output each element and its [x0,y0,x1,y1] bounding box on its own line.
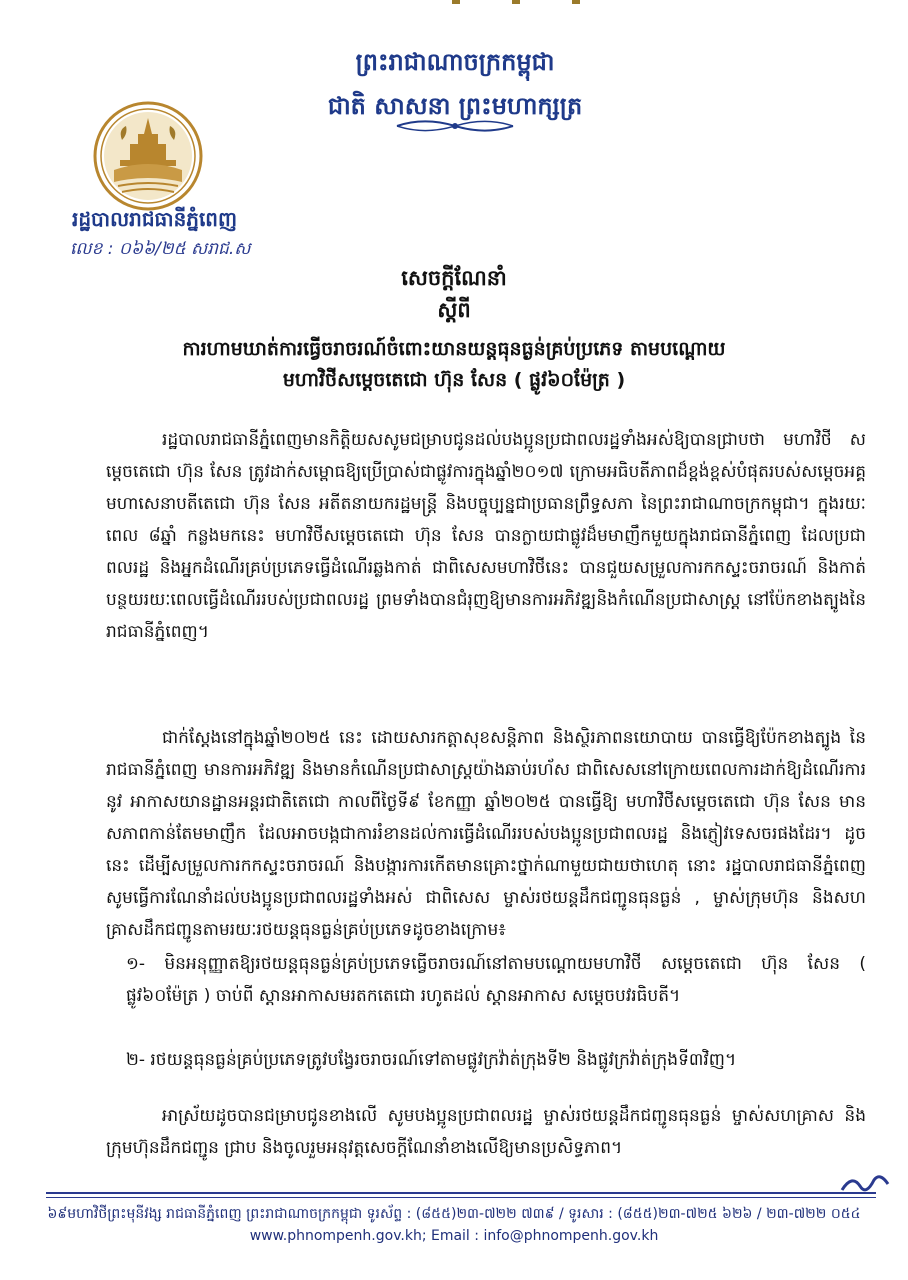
paragraph-closing: អាស្រ័យដូចបានជម្រាបជូនខាងលើ សូមបងប្អូនប្រជាពលរដ្ឋ ម្ចាស់រថយន្តដឹកជញ្ជូនធុនធ្ងន់ ម្ចាស់សហគ្រាស និងក្រុមហ៊ុនដឹកជញ្ជូន ជ្រាប និងចូលរួមអនុវត្តសេចក្តីណែនាំខាងលើឱ្យមានប្រសិទ្ធភាព។ [106,1106,866,1158]
footer-website-email: www.phnompenh.gov.kh; Email : info@phnompenh.gov.kh [249,1228,659,1244]
footer-divider [46,1192,876,1194]
issuing-authority: រដ្ឋបាលរាជធានីភ្នំពេញ [72,207,238,231]
doc-subject-label: ស្តីពី [437,298,471,322]
doc-type-title: សេចក្តីណែនាំ [401,266,507,290]
doc-subject-line-1: ការហាមឃាត់ការធ្វើចរាចរណ៍ចំពោះយានយន្តធុនធ្ងន់គ្រប់ប្រភេទ តាមបណ្តោយ [182,338,726,360]
kingdom-heading [270,40,640,128]
top-edge-marks [452,0,622,10]
reference-number: លេខ : ០៦៦/២៥ សរាជ.ស [70,239,251,259]
footer-divider-thin [46,1197,876,1198]
directive-item-1: ១- មិនអនុញ្ញាតឱ្យរថយន្តធុនធ្ងន់គ្រប់ប្រភេទធ្វើចរាចរណ៍នៅតាមបណ្តោយមហាវិថី សម្តេចតេជោ ហ៊ុន សែន ( ផ្លូវ៦០ម៉ែត្រ ) ចាប់ពី ស្តានអាកាសមរតកតេជោ រហូតដល់ ស្តានអាកាស សម្តេចបវរធិបតី។ [126,954,866,1006]
phnom-penh-seal-icon [92,100,204,212]
paragraph-2: ជាក់ស្តែងនៅក្នុងឆ្នាំ២០២៥ នេះ ដោយសារកត្តាសុខសន្តិភាព និងស្ថិរភាពនយោបាយ បានធ្វើឱ្យប៉ែកខាងត្បូង នៃរាជធានីភ្នំពេញ មានការអភិវឌ្ឍ និងមានកំណើនប្រជាសាស្ត្រយ៉ាងឆាប់រហ័ស ជាពិសេសនៅក្រោយពេលការដាក់ឱ្យដំណើរការនូវ អាកាសយានដ្ឋានអន្តរជាតិតេជោ កាលពីថ្ងៃទី៩ ខែកញ្ញា ឆ្នាំ២០២៥ បានធ្វើឱ្យ មហាវិថីសម្តេចតេជោ ហ៊ុន សែន មានសភាពកាន់តែមមាញឹក ដែលអាចបង្កជាការរំខានដល់ការធ្វើដំណើររបស់បងប្អូនប្រជាពលរដ្ឋ និងភ្ញៀវទេសចរផងដែរ។ ដូចនេះ ដើម្បីសម្រួលការកកស្ទះចរាចរណ៍ និងបង្ការការកើតមានគ្រោះថ្នាក់ណាមួយជាយថាហេតុ នោះ រដ្ឋបាលរាជធានីភ្នំពេញ សូមធ្វើការណែនាំដល់បងប្អូនប្រជាពលរដ្ឋទាំងអស់ ជាពិសេស ម្ចាស់រថយន្តដឹកជញ្ជូនធុនធ្ងន់ , ម្ចាស់ក្រុមហ៊ុន និងសហគ្រាសដឹកជញ្ជូនតាមរយៈរថយន្តធុនធ្ងន់គ្រប់ប្រភេទដូចខាងក្រោម៖ [106,728,866,940]
kingdom-line-2: ជាតិ សាសនា ព្រះមហាក្សត្រ [327,92,583,120]
ornament-divider-icon [395,118,515,134]
directive-item-2: ២- រថយន្តធុនធ្ងន់គ្រប់ប្រភេទត្រូវបង្វែរចរាចរណ៍ទៅតាមផ្លូវក្រវ៉ាត់ក្រុងទី២ និងផ្លូវក្រវ៉ាត់ក្រុងទី៣វិញ។ [126,1050,737,1070]
doc-subject-line-2: មហាវិថីសម្តេចតេជោ ហ៊ុន សែន ( ផ្លូវ៦០ម៉ែត្រ ) [282,369,626,391]
footer-address: ៦៩មហាវិថីព្រះមុនីវង្ស រាជធានីភ្នំពេញ ព្រះរាជាណាចក្រកម្ពុជា ទូរស័ព្ទ : (៨៥៥)២៣-៧២២ ៧៣៩ / ទូរសារ : (៨៥៥)២៣-៧២៥ ៦២៦ / ២៣-៧២២ ០៥៤ [47,1206,861,1222]
paragraph-1: រដ្ឋបាលរាជធានីភ្នំពេញមានកិត្តិយសសូមជម្រាបជូនដល់បងប្អូនប្រជាពលរដ្ឋទាំងអស់ឱ្យបានជ្រាបថា មហាវិថី សម្តេចតេជោ ហ៊ុន សែន ត្រូវដាក់សម្ពោធឱ្យប្រើប្រាស់ជាផ្លូវការក្នុងឆ្នាំ២០១៧ ក្រោមអធិបតីភាពដ៏ខ្ពង់ខ្ពស់បំផុតរបស់សម្តេចអគ្គមហាសេនាបតីតេជោ ហ៊ុន សែន អតីតនាយករដ្ឋមន្ត្រី និងបច្ចុប្បន្នជាប្រធានព្រឹទ្ធសភា នៃព្រះរាជាណាចក្រកម្ពុជា។ ក្នុងរយៈពេល ៨ឆ្នាំ កន្លងមកនេះ មហាវិថីសម្តេចតេជោ ហ៊ុន សែន បានក្លាយជាផ្លូវដ៏មមាញឹកមួយក្នុងរាជធានីភ្នំពេញ ដែលប្រជាពលរដ្ឋ និងអ្នកដំណើរគ្រប់ប្រភេទធ្វើដំណើរឆ្លងកាត់ ជាពិសេសមហាវិថីនេះ បានជួយសម្រួលការកកស្ទះចរាចរណ៍ និងកាត់បន្ថយរយៈពេលធ្វើដំណើររបស់ប្រជាពលរដ្ឋ ព្រមទាំងបានជំរុញឱ្យមានការអភិវឌ្ឍនិងកំណើនប្រជាសាស្ត្រ នៅប៉ែកខាងត្បូងនៃរាជធានីភ្នំពេញ។ [106,430,866,642]
kingdom-line-1: ព្រះរាជាណាចក្រកម្ពុជា [355,48,555,76]
